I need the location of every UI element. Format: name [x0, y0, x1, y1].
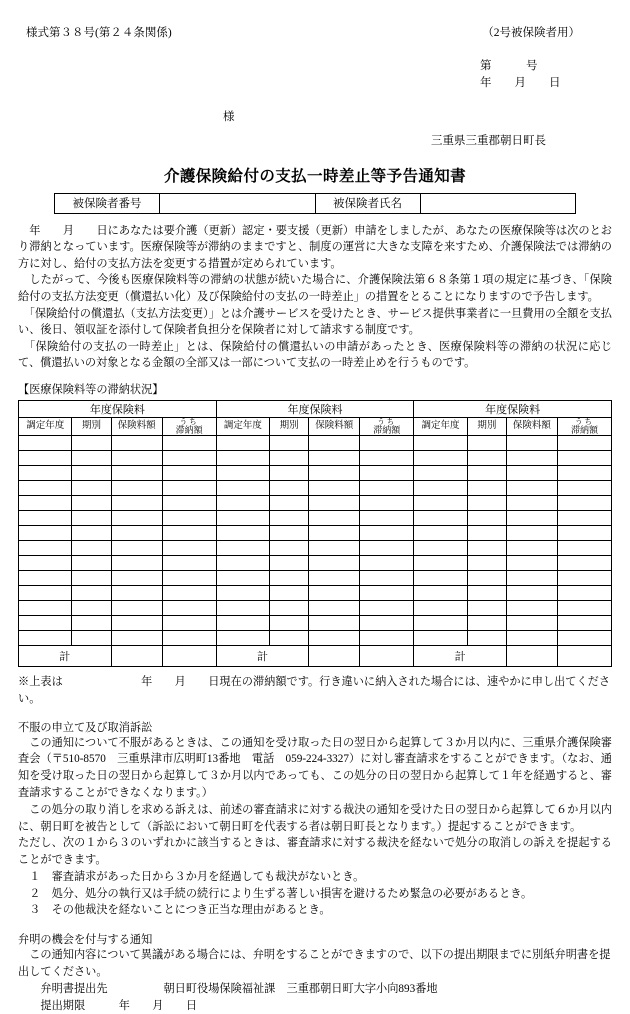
table-cell[interactable] — [414, 600, 467, 615]
table-cell[interactable] — [270, 615, 309, 630]
table-cell[interactable] — [360, 540, 414, 555]
table-cell[interactable] — [414, 450, 467, 465]
col-premium-amount-2: 保険料額 — [309, 417, 360, 435]
table-cell[interactable] — [216, 555, 269, 570]
table-cell[interactable] — [72, 525, 111, 540]
table-cell[interactable] — [162, 510, 216, 525]
table-cell[interactable] — [216, 435, 269, 450]
table-cell[interactable] — [467, 510, 506, 525]
table-cell[interactable] — [360, 495, 414, 510]
table-cell[interactable] — [111, 615, 162, 630]
table-cell[interactable] — [111, 465, 162, 480]
table-cell[interactable] — [72, 465, 111, 480]
arrears-table-foot — [19, 645, 612, 666]
table-cell[interactable] — [72, 435, 111, 450]
table-cell[interactable] — [72, 480, 111, 495]
defense-deadline-row — [18, 998, 612, 1014]
table-cell[interactable] — [216, 630, 269, 645]
table-cell[interactable] — [309, 555, 360, 570]
arrears-group-header-row — [19, 400, 612, 417]
table-cell[interactable] — [111, 450, 162, 465]
table-cell[interactable] — [216, 585, 269, 600]
insured-name-field[interactable] — [420, 193, 576, 213]
col-arrears-sub1: うち — [179, 417, 199, 427]
table-cell[interactable] — [72, 600, 111, 615]
list-item: １ 審査請求があった日から３か月を経過しても裁決がないとき。 — [29, 870, 365, 883]
insured-table-wrap — [18, 193, 612, 214]
col-term-2: 期別 — [270, 417, 309, 435]
table-cell[interactable] — [467, 540, 506, 555]
table-cell[interactable] — [467, 585, 506, 600]
defense-submit-to-value: 朝日町役場保険福祉課 三重郡朝日町大字小向893番地 — [163, 982, 438, 995]
table-cell[interactable] — [72, 510, 111, 525]
appeal-paragraph-1: この通知について不服があるときは、この通知を受け取った日の翌日から起算して３か月以内に、三重県介護保険審査会（〒510-8570 三重県津市広明町13番地 電話 059-224-3327）に対し審査請求をすることができます。（なお、通知を受け取った日の翌日から起算して３か月以内であっても、この処分の日の翌日から起算して１年を経過すると、審査請求することができなくなります。） — [18, 736, 612, 799]
defense-heading: 弁明の機会を付与する通知 — [18, 934, 153, 947]
table-cell[interactable] — [506, 585, 557, 600]
table-cell[interactable] — [309, 450, 360, 465]
table-cell[interactable] — [467, 465, 506, 480]
table-cell[interactable] — [557, 570, 611, 585]
table-row — [19, 525, 612, 540]
table-cell[interactable] — [270, 585, 309, 600]
table-cell[interactable] — [414, 495, 467, 510]
table-cell[interactable] — [111, 435, 162, 450]
appeal-heading: 不服の申立て及び取消訴訟 — [18, 721, 153, 734]
table-cell[interactable] — [19, 600, 72, 615]
table-row — [19, 570, 612, 585]
arrears-section-label: 【医療保険料等の滞納状況】 — [18, 383, 164, 396]
table-cell[interactable] — [19, 630, 72, 645]
table-cell[interactable] — [360, 450, 414, 465]
table-cell[interactable] — [162, 600, 216, 615]
table-cell[interactable] — [557, 585, 611, 600]
table-cell[interactable] — [360, 630, 414, 645]
table-cell[interactable] — [467, 600, 506, 615]
table-cell[interactable] — [506, 450, 557, 465]
appeal-conditions-list — [18, 869, 612, 919]
table-row — [19, 450, 612, 465]
table-cell[interactable] — [309, 510, 360, 525]
table-row — [19, 555, 612, 570]
table-row — [19, 615, 612, 630]
col-arrears-amount-1 — [162, 417, 216, 435]
table-cell[interactable] — [19, 495, 72, 510]
table-cell[interactable] — [19, 450, 72, 465]
arrears-footnote: ※上表は 年 月 日現在の滞納額です。行き違いに納入された場合には、速やかに申し出てください。 — [18, 675, 611, 705]
table-cell[interactable] — [506, 510, 557, 525]
table-cell[interactable] — [414, 525, 467, 540]
header-row — [18, 26, 612, 40]
table-cell[interactable] — [360, 435, 414, 450]
issuer-name: 三重県三重郡朝日町長 — [431, 134, 546, 147]
table-cell[interactable] — [557, 540, 611, 555]
table-cell[interactable] — [557, 465, 611, 480]
table-row — [55, 193, 576, 213]
table-cell[interactable] — [557, 435, 611, 450]
col-assessment-year-1: 調定年度 — [19, 417, 72, 435]
table-cell[interactable] — [19, 555, 72, 570]
table-cell[interactable] — [72, 630, 111, 645]
table-cell[interactable] — [270, 450, 309, 465]
table-cell[interactable] — [72, 540, 111, 555]
table-cell[interactable] — [162, 540, 216, 555]
col-premium-amount-3: 保険料額 — [506, 417, 557, 435]
table-cell[interactable] — [506, 630, 557, 645]
col-assessment-year-2: 調定年度 — [216, 417, 269, 435]
table-cell[interactable] — [270, 465, 309, 480]
total-label-3: 計 — [414, 645, 507, 666]
table-row — [19, 600, 612, 615]
total-arrears-2[interactable] — [360, 645, 414, 666]
table-cell[interactable] — [467, 555, 506, 570]
table-cell[interactable] — [506, 495, 557, 510]
table-cell[interactable] — [19, 525, 72, 540]
table-cell[interactable] — [162, 480, 216, 495]
table-cell[interactable] — [270, 600, 309, 615]
table-cell[interactable] — [111, 525, 162, 540]
table-cell[interactable] — [557, 630, 611, 645]
col-arrears-sub2: 滞納額 — [570, 424, 598, 435]
total-label-1: 計 — [19, 645, 112, 666]
table-row — [19, 585, 612, 600]
table-cell[interactable] — [414, 630, 467, 645]
table-cell[interactable] — [111, 630, 162, 645]
table-cell[interactable] — [111, 540, 162, 555]
body-paragraph-3: 「保険給付の償還払（支払方法変更）」とは介護サービスを受けたとき、サービス提供事業者に一旦費用の全額を支払い、後日、領収証を添付して保険者負担分を保険者に対して請求する制度です。 — [18, 307, 612, 337]
table-cell[interactable] — [270, 525, 309, 540]
table-cell[interactable] — [309, 600, 360, 615]
table-cell[interactable] — [72, 570, 111, 585]
table-cell[interactable] — [19, 435, 72, 450]
table-row — [19, 465, 612, 480]
table-cell[interactable] — [309, 495, 360, 510]
table-row — [19, 540, 612, 555]
table-row — [19, 510, 612, 525]
table-cell[interactable] — [270, 555, 309, 570]
table-cell[interactable] — [270, 435, 309, 450]
table-cell[interactable] — [309, 525, 360, 540]
table-row — [19, 480, 612, 495]
table-cell[interactable] — [216, 525, 269, 540]
table-cell[interactable] — [19, 615, 72, 630]
table-cell[interactable] — [414, 585, 467, 600]
table-cell[interactable] — [72, 615, 111, 630]
table-row — [19, 435, 612, 450]
table-cell[interactable] — [506, 555, 557, 570]
table-cell[interactable] — [162, 450, 216, 465]
table-cell[interactable] — [414, 435, 467, 450]
list-item: ２ 処分、処分の執行又は手続の続行により生ずる著しい損害を避けるため緊急の必要があるとき。 — [29, 887, 533, 900]
defense-submit-to-row — [18, 981, 612, 998]
col-arrears-sub1: うち — [377, 417, 397, 427]
col-arrears-amount-2 — [360, 417, 414, 435]
table-cell[interactable] — [19, 585, 72, 600]
table-cell[interactable] — [557, 525, 611, 540]
table-cell[interactable] — [270, 540, 309, 555]
table-cell[interactable] — [216, 615, 269, 630]
table-cell[interactable] — [162, 555, 216, 570]
table-cell[interactable] — [162, 465, 216, 480]
table-cell[interactable] — [360, 480, 414, 495]
table-cell[interactable] — [309, 585, 360, 600]
col-arrears-sub2: 滞納額 — [175, 424, 203, 435]
appeal-paragraph-3: ただし、次の１から３のいずれかに該当するときは、審査請求に対する裁決を経ないで処分の取消しの訴えを提起することができます。 — [18, 837, 612, 867]
table-cell[interactable] — [111, 555, 162, 570]
table-cell[interactable] — [360, 615, 414, 630]
insured-number-field[interactable] — [160, 193, 316, 213]
arrears-table-head — [19, 400, 612, 435]
col-premium-amount-1: 保険料額 — [111, 417, 162, 435]
table-cell[interactable] — [19, 570, 72, 585]
table-cell[interactable] — [216, 465, 269, 480]
table-cell[interactable] — [162, 615, 216, 630]
arrears-column-header-row — [19, 417, 612, 435]
table-cell[interactable] — [467, 480, 506, 495]
defense-paragraph: この通知内容について異議がある場合には、弁明をすることができますので、以下の提出期限までに別紙弁明書を提出してください。 — [18, 949, 611, 979]
form-number: 様式第３８号(第２４条関係) — [26, 27, 172, 39]
document-number-block — [18, 58, 612, 91]
table-cell[interactable] — [216, 570, 269, 585]
table-cell[interactable] — [216, 510, 269, 525]
body-paragraph-2: したがって、今後も医療保険料等の滞納の状態が続いた場合に、介護保険法第６８条第１項の規定に基づき、「保険給付の支払方法変更（償還払い化）及び保険給付の支払の一時差止」の措置をとることになりますので予告します。 — [18, 274, 612, 304]
insured-table — [54, 193, 576, 214]
table-cell[interactable] — [360, 585, 414, 600]
table-cell[interactable] — [506, 525, 557, 540]
table-cell[interactable] — [111, 570, 162, 585]
table-cell[interactable] — [414, 465, 467, 480]
table-cell[interactable] — [360, 525, 414, 540]
table-cell[interactable] — [467, 615, 506, 630]
table-cell[interactable] — [414, 570, 467, 585]
table-cell[interactable] — [506, 465, 557, 480]
table-cell[interactable] — [162, 630, 216, 645]
table-cell[interactable] — [216, 495, 269, 510]
table-cell[interactable] — [19, 510, 72, 525]
table-cell[interactable] — [111, 495, 162, 510]
table-cell[interactable] — [506, 540, 557, 555]
table-cell[interactable] — [162, 495, 216, 510]
total-arrears-3[interactable] — [557, 645, 611, 666]
defense-submit-to-label: 弁明書提出先 — [40, 982, 108, 995]
table-cell[interactable] — [467, 435, 506, 450]
table-cell[interactable] — [414, 615, 467, 630]
table-cell[interactable] — [506, 435, 557, 450]
table-cell[interactable] — [111, 510, 162, 525]
table-cell[interactable] — [216, 540, 269, 555]
table-cell[interactable] — [467, 630, 506, 645]
arrears-total-row — [19, 645, 612, 666]
group-header-1: 年度保険料 — [19, 400, 217, 417]
table-cell[interactable] — [506, 600, 557, 615]
defense-body — [18, 947, 612, 1014]
table-cell[interactable] — [309, 480, 360, 495]
col-arrears-sub2: 滞納額 — [373, 424, 401, 435]
insured-name-label: 被保険者氏名 — [315, 193, 420, 213]
body-paragraph-1: 年 月 日にあなたは要介護（更新）認定・要支援（更新）申請をしましたが、あなたの医療保険等は次のとおり滞納となっています。医療保険等が滞納のままですと、制度の運営に大きな支障を来すため、介護保険法では滞納の方に対し、給付の支払方法を変更する措置が定められています。 — [18, 224, 612, 270]
document-number-line: 第 号 — [480, 60, 538, 73]
table-cell[interactable] — [309, 465, 360, 480]
defense-deadline-label: 提出期限 — [40, 999, 86, 1012]
table-cell[interactable] — [360, 570, 414, 585]
table-cell[interactable] — [72, 450, 111, 465]
document-date-line: 年 月 日 — [480, 77, 561, 90]
table-cell[interactable] — [506, 615, 557, 630]
table-cell[interactable] — [216, 450, 269, 465]
table-cell[interactable] — [309, 435, 360, 450]
table-cell[interactable] — [360, 600, 414, 615]
table-cell[interactable] — [72, 555, 111, 570]
list-item: ３ その他裁決を経ないことにつき正当な理由があるとき。 — [29, 904, 331, 917]
table-cell[interactable] — [360, 465, 414, 480]
table-cell[interactable] — [216, 600, 269, 615]
arrears-table-body — [19, 435, 612, 645]
table-cell[interactable] — [414, 480, 467, 495]
page-title: 介護保険給付の支払一時差止等予告通知書 — [163, 167, 467, 185]
table-cell[interactable] — [414, 510, 467, 525]
table-cell[interactable] — [467, 525, 506, 540]
group-header-2: 年度保険料 — [216, 400, 414, 417]
table-row — [19, 495, 612, 510]
table-cell[interactable] — [467, 570, 506, 585]
col-assessment-year-3: 調定年度 — [414, 417, 467, 435]
table-cell[interactable] — [19, 465, 72, 480]
table-cell[interactable] — [216, 480, 269, 495]
table-cell[interactable] — [467, 495, 506, 510]
table-cell[interactable] — [270, 480, 309, 495]
table-cell[interactable] — [557, 615, 611, 630]
table-cell[interactable] — [111, 600, 162, 615]
table-cell[interactable] — [309, 630, 360, 645]
table-cell[interactable] — [360, 510, 414, 525]
defense-deadline-value[interactable]: 年 月 日 — [118, 999, 198, 1012]
table-cell[interactable] — [19, 480, 72, 495]
table-cell[interactable] — [270, 570, 309, 585]
table-cell[interactable] — [309, 615, 360, 630]
total-label-2: 計 — [216, 645, 309, 666]
table-cell[interactable] — [111, 585, 162, 600]
table-cell[interactable] — [557, 495, 611, 510]
addressee-honorific: 様 — [223, 110, 235, 123]
appeal-body — [18, 735, 612, 869]
table-cell[interactable] — [162, 585, 216, 600]
table-cell[interactable] — [162, 570, 216, 585]
table-cell[interactable] — [270, 510, 309, 525]
table-cell[interactable] — [270, 495, 309, 510]
table-cell[interactable] — [557, 450, 611, 465]
body-text — [18, 223, 612, 372]
col-term-3: 期別 — [467, 417, 506, 435]
table-row — [19, 630, 612, 645]
target-note: （2号被保険者用） — [482, 27, 580, 39]
table-cell[interactable] — [19, 540, 72, 555]
group-header-3: 年度保険料 — [414, 400, 612, 417]
table-cell[interactable] — [111, 480, 162, 495]
table-cell[interactable] — [309, 540, 360, 555]
total-premium-2[interactable] — [309, 645, 360, 666]
col-arrears-sub1: うち — [574, 417, 594, 427]
total-arrears-1[interactable] — [162, 645, 216, 666]
col-arrears-amount-3 — [557, 417, 611, 435]
table-cell[interactable] — [414, 540, 467, 555]
table-cell[interactable] — [557, 600, 611, 615]
total-premium-3[interactable] — [506, 645, 557, 666]
table-cell[interactable] — [557, 510, 611, 525]
table-cell[interactable] — [360, 555, 414, 570]
table-cell[interactable] — [309, 570, 360, 585]
table-cell[interactable] — [162, 525, 216, 540]
col-term-1: 期別 — [72, 417, 111, 435]
table-cell[interactable] — [270, 630, 309, 645]
table-cell[interactable] — [72, 585, 111, 600]
table-cell[interactable] — [557, 480, 611, 495]
arrears-table — [18, 400, 612, 667]
table-cell[interactable] — [467, 450, 506, 465]
table-cell[interactable] — [506, 570, 557, 585]
table-cell[interactable] — [162, 435, 216, 450]
body-paragraph-4: 「保険給付の支払の一時差止」とは、保険給付の償還払いの申請があったとき、医療保険料等の滞納の状況に応じて、償還払いの対象となる金額の全部又は一部について支払の一時差止めを行うものです。 — [18, 340, 612, 370]
insured-number-label: 被保険者番号 — [55, 193, 160, 213]
total-premium-1[interactable] — [111, 645, 162, 666]
appeal-paragraph-2: この処分の取り消しを求める訴えは、前述の審査請求に対する裁決の通知を受けた日の翌日から起算して６か月以内に、朝日町を被告として（訴訟において朝日町を代表する者は朝日町長となります。）提起することができます。 — [18, 803, 612, 833]
table-cell[interactable] — [414, 555, 467, 570]
table-cell[interactable] — [72, 495, 111, 510]
table-cell[interactable] — [506, 480, 557, 495]
table-cell[interactable] — [557, 555, 611, 570]
